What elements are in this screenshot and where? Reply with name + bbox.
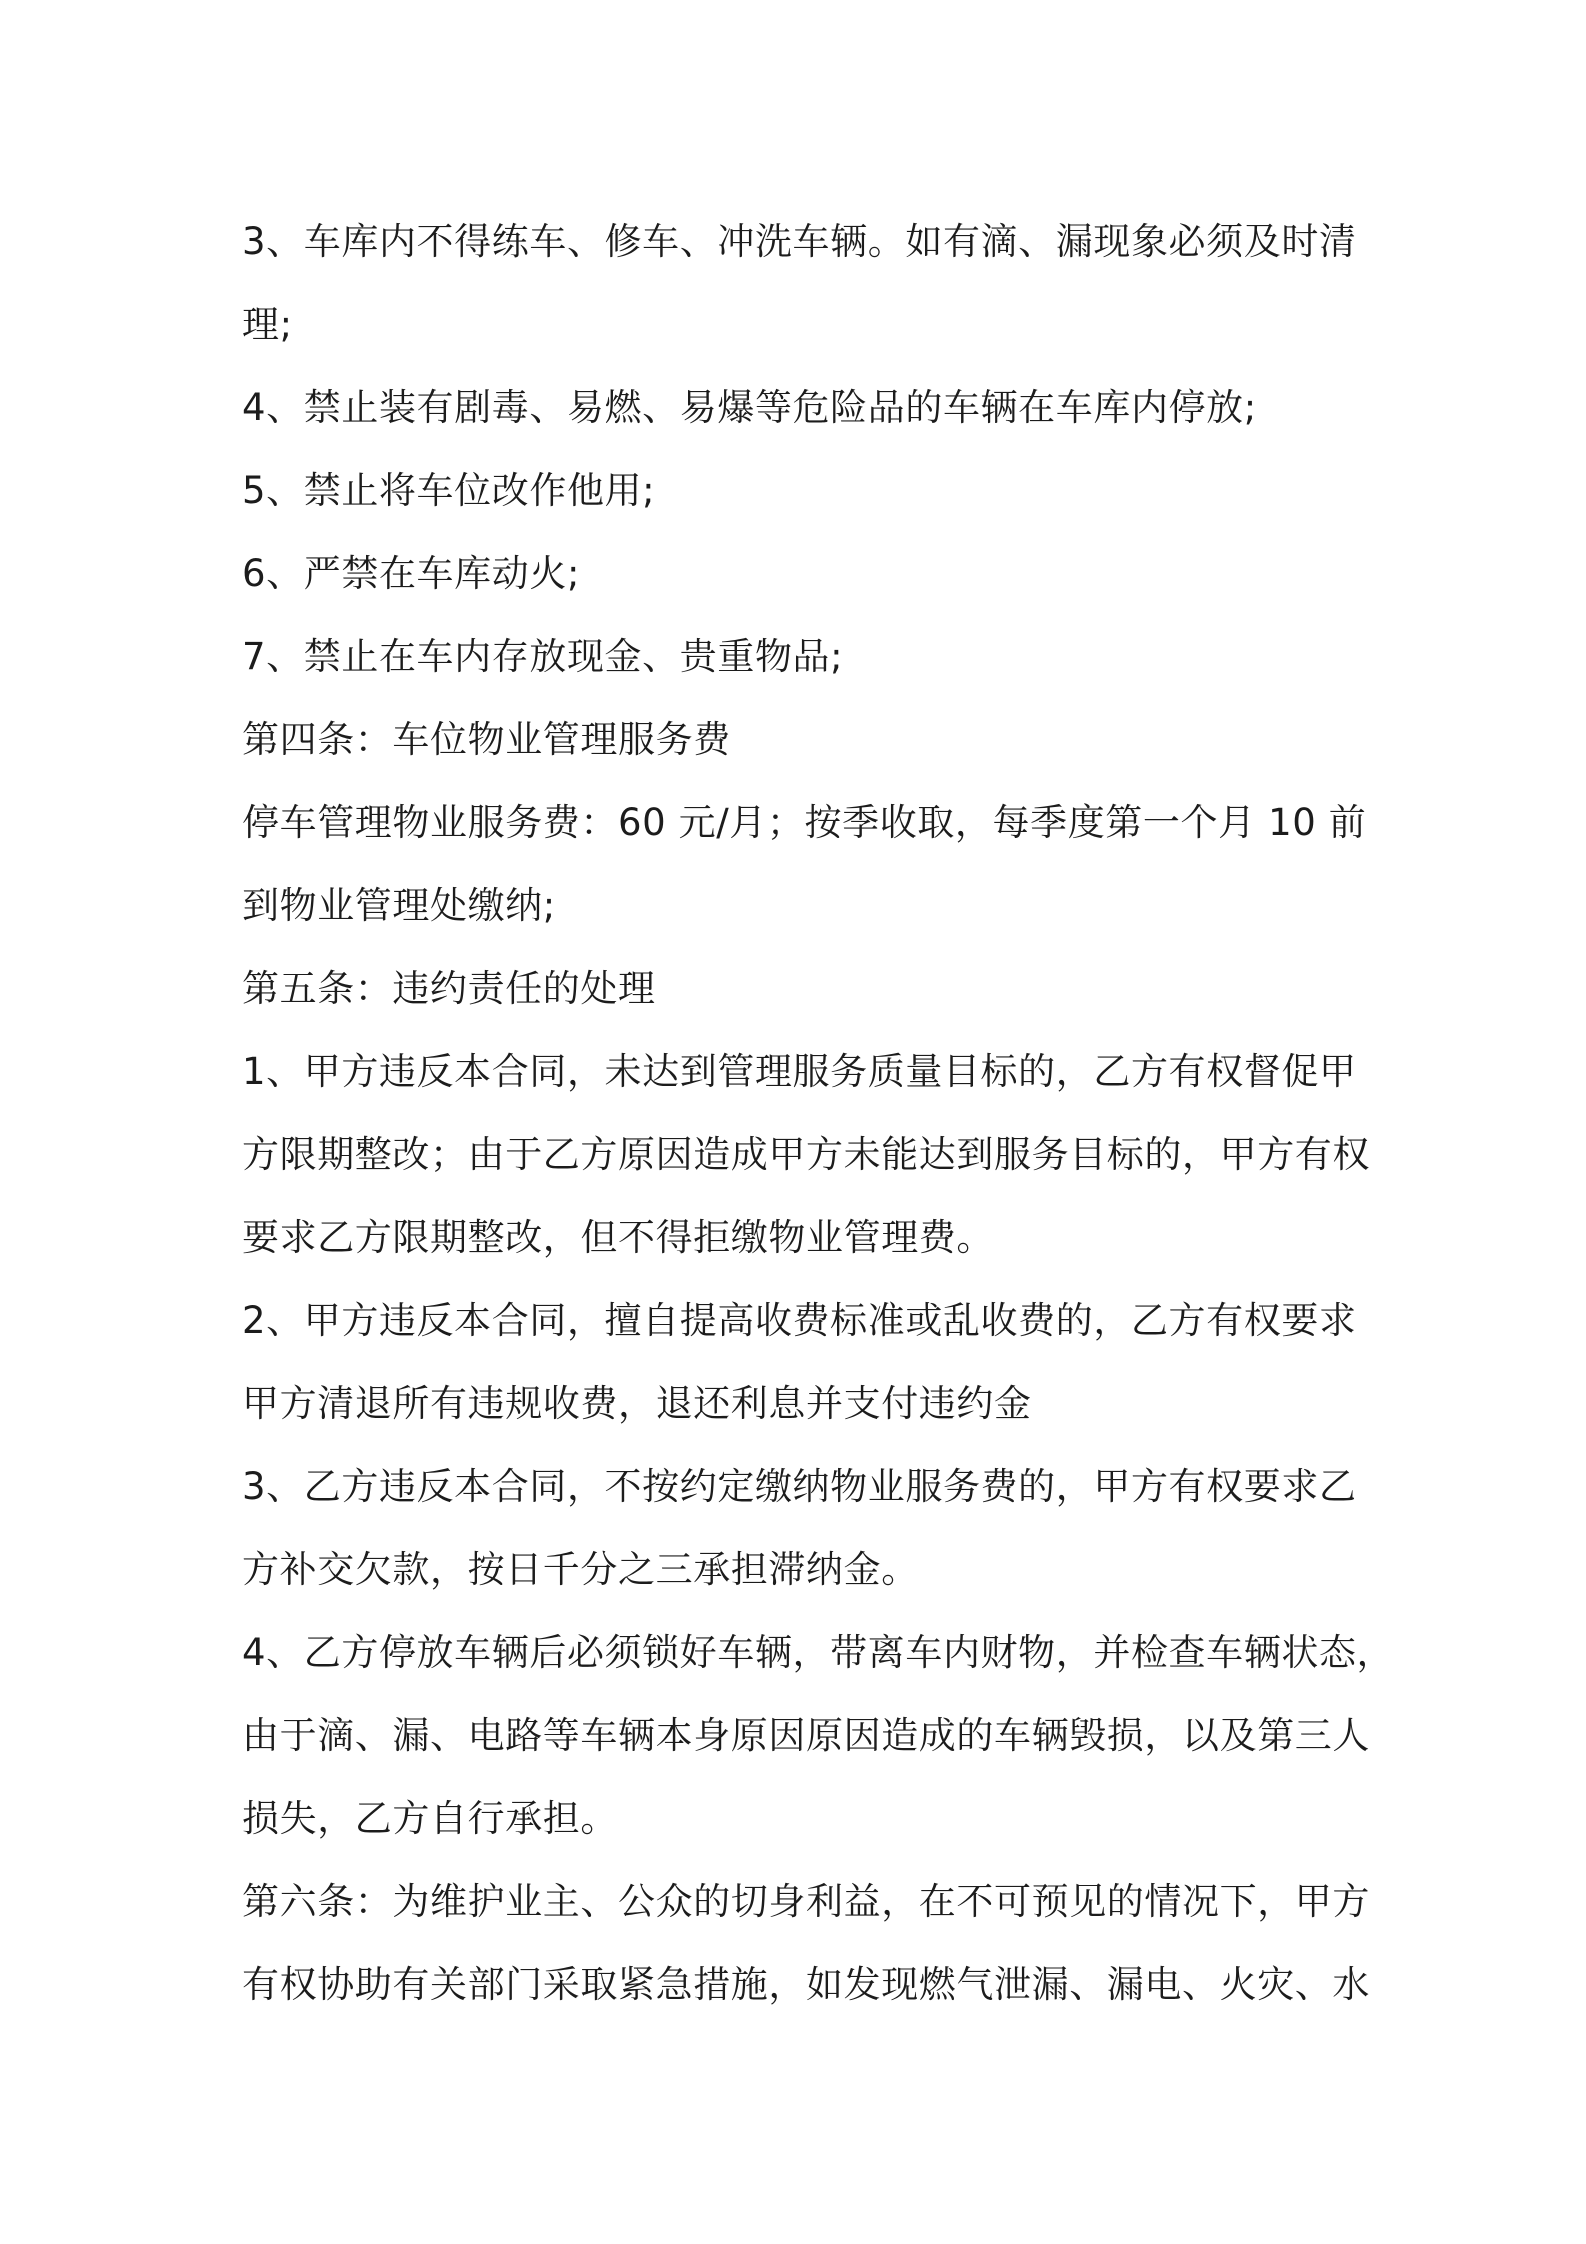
text-line: 由于滴、漏、电路等车辆本身原因原因造成的车辆毁损，以及第三人 bbox=[242, 1714, 1370, 1757]
text-line: 到物业管理处缴纳; bbox=[242, 884, 556, 927]
text-line: 有权协助有关部门采取紧急措施，如发现燃气泄漏、漏电、火灾、水 bbox=[242, 1963, 1370, 2006]
document-body bbox=[242, 200, 1395, 2026]
text-line: 6、严禁在车库动火; bbox=[242, 552, 581, 595]
text-line: 要求乙方限期整改，但不得拒缴物业管理费。 bbox=[242, 1216, 994, 1259]
text-line: 3、乙方违反本合同，不按约定缴纳物业服务费的，甲方有权要求乙 bbox=[242, 1465, 1357, 1508]
text-line: 理; bbox=[242, 303, 293, 346]
text-line: 甲方清退所有违规收费，退还利息并支付违约金 bbox=[242, 1382, 1032, 1425]
text-line: 方限期整改；由于乙方原因造成甲方未能达到服务目标的，甲方有权 bbox=[242, 1133, 1370, 1176]
text-line: 损失，乙方自行承担。 bbox=[242, 1797, 618, 1840]
text-line: 停车管理物业服务费：60 元/月；按季收取，每季度第一个月 10 前 bbox=[242, 801, 1367, 844]
section-heading: 第四条：车位物业管理服务费 bbox=[242, 718, 731, 761]
text-line: 1、甲方违反本合同，未达到管理服务质量目标的，乙方有权督促甲 bbox=[242, 1050, 1357, 1093]
text-line: 方补交欠款，按日千分之三承担滞纳金。 bbox=[242, 1548, 919, 1591]
section-heading: 第五条：违约责任的处理 bbox=[242, 967, 656, 1010]
text-line: 3、车库内不得练车、修车、冲洗车辆。如有滴、漏现象必须及时清 bbox=[242, 220, 1357, 263]
text-line: 4、乙方停放车辆后必须锁好车辆，带离车内财物，并检查车辆状态， bbox=[242, 1631, 1395, 1674]
text-line: 2、甲方违反本合同，擅自提高收费标准或乱收费的，乙方有权要求 bbox=[242, 1299, 1357, 1342]
section-heading: 第六条：为维护业主、公众的切身利益，在不可预见的情况下，甲方 bbox=[242, 1880, 1370, 1923]
text-line: 5、禁止将车位改作他用; bbox=[242, 469, 656, 512]
text-line: 7、禁止在车内存放现金、贵重物品; bbox=[242, 635, 844, 678]
text-line: 4、禁止装有剧毒、易燃、易爆等危险品的车辆在车库内停放; bbox=[242, 386, 1257, 429]
